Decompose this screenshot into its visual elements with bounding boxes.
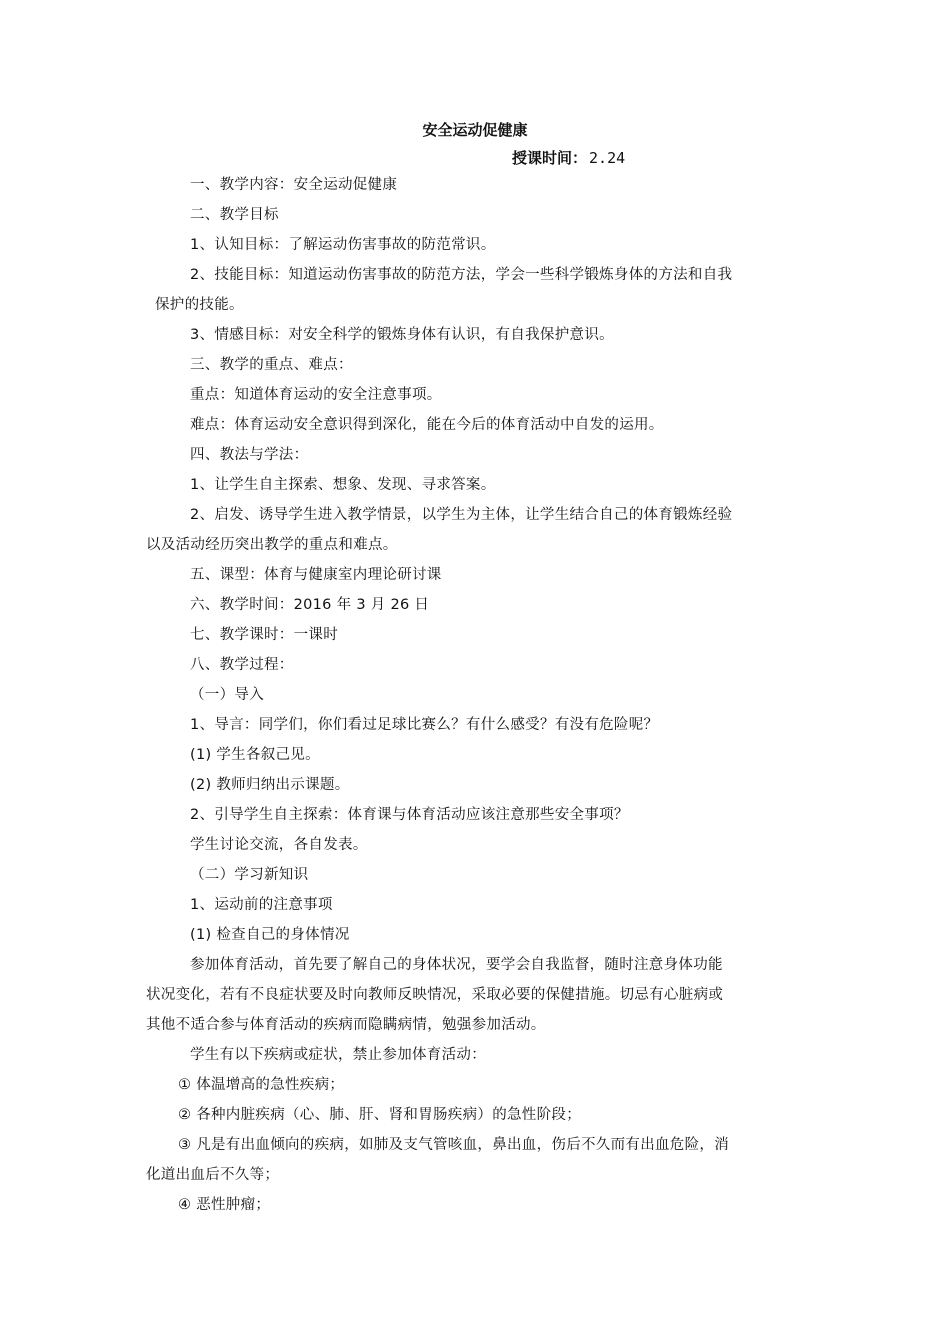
goal-cognitive: 1、认知目标：了解运动伤害事故的防范常识。	[190, 237, 496, 253]
restriction-item-2: ② 各种内脏疾病（心、肺、肝、肾和胃肠疾病）的急性阶段；	[178, 1107, 582, 1123]
subsection-new-knowledge: （二）学习新知识	[190, 867, 309, 883]
lesson-time-value: 2.24	[589, 149, 626, 167]
section-teaching-goals: 二、教学目标	[190, 207, 279, 223]
restriction-item-3: ③ 凡是有出血倾向的疾病，如肺及支气管咳血，鼻出血，伤后不久而有出血危险，消	[178, 1137, 730, 1153]
paragraph-line-3: 其他不适合参与体育活动的疾病而隐瞒病情，勉强参加活动。	[146, 1017, 546, 1033]
check-body: (1) 检查自己的身体情况	[190, 927, 350, 943]
paragraph-line-2: 状况变化，若有不良症状要及时向教师反映情况，采取必要的保健措施。切忌有心脏病或	[146, 987, 724, 1003]
intro-step-2: (2) 教师归纳出示课题。	[190, 777, 350, 793]
key-point: 重点：知道体育运动的安全注意事项。	[190, 387, 442, 403]
section-teaching-time: 六、教学时间：2016 年 3 月 26 日	[190, 597, 430, 613]
goal-skill-cont: 保护的技能。	[155, 297, 244, 313]
restriction-intro: 学生有以下疾病或症状，禁止参加体育活动：	[190, 1047, 486, 1063]
intro-guide: 1、导言：同学们，你们看过足球比赛么？有什么感受？有没有危险呢？	[190, 717, 659, 733]
section-key-points: 三、教学的重点、难点：	[190, 357, 353, 373]
section-teaching-content: 一、教学内容：安全运动促健康	[190, 177, 398, 193]
pre-exercise-notes: 1、运动前的注意事项	[190, 897, 333, 913]
method-2: 2、启发、诱导学生进入教学情景，以学生为主体，让学生结合自己的体育锻炼经验	[190, 507, 733, 523]
intro-explore: 2、引导学生自主探索：体育课与体育活动应该注意那些安全事项？	[190, 807, 629, 823]
difficult-point: 难点：体育运动安全意识得到深化，能在今后的体育活动中自发的运用。	[190, 417, 664, 433]
section-lesson-type: 五、课型：体育与健康室内理论研讨课	[190, 567, 442, 583]
restriction-item-1: ① 体温增高的急性疾病；	[178, 1077, 345, 1093]
method-2-cont: 以及活动经历突出教学的重点和难点。	[146, 537, 398, 553]
restriction-item-4: ④ 恶性肿瘤；	[178, 1197, 271, 1213]
goal-emotional: 3、情感目标：对安全科学的锻炼身体有认识，有自我保护意识。	[190, 327, 614, 343]
restriction-item-3-cont: 化道出血后不久等；	[146, 1167, 280, 1183]
intro-step-1: (1) 学生各叙己见。	[190, 747, 320, 763]
subsection-intro: （一）导入	[190, 687, 264, 703]
section-methods: 四、教法与学法：	[190, 447, 309, 463]
goal-skill: 2、技能目标：知道运动伤害事故的防范方法，学会一些科学锻炼身体的方法和自我	[190, 267, 733, 283]
document-title: 安全运动促健康	[422, 121, 528, 139]
paragraph-line-1: 参加体育活动，首先要了解自己的身体状况，要学会自我监督，随时注意身体功能	[190, 957, 723, 973]
section-teaching-process: 八、教学过程：	[190, 657, 294, 673]
lesson-time-label: 授课时间：	[512, 149, 588, 167]
method-1: 1、让学生自主探索、想象、发现、寻求答案。	[190, 477, 496, 493]
section-class-hours: 七、教学课时：一课时	[190, 627, 338, 643]
intro-discuss: 学生讨论交流，各自发表。	[190, 837, 368, 853]
lesson-time	[512, 148, 625, 168]
